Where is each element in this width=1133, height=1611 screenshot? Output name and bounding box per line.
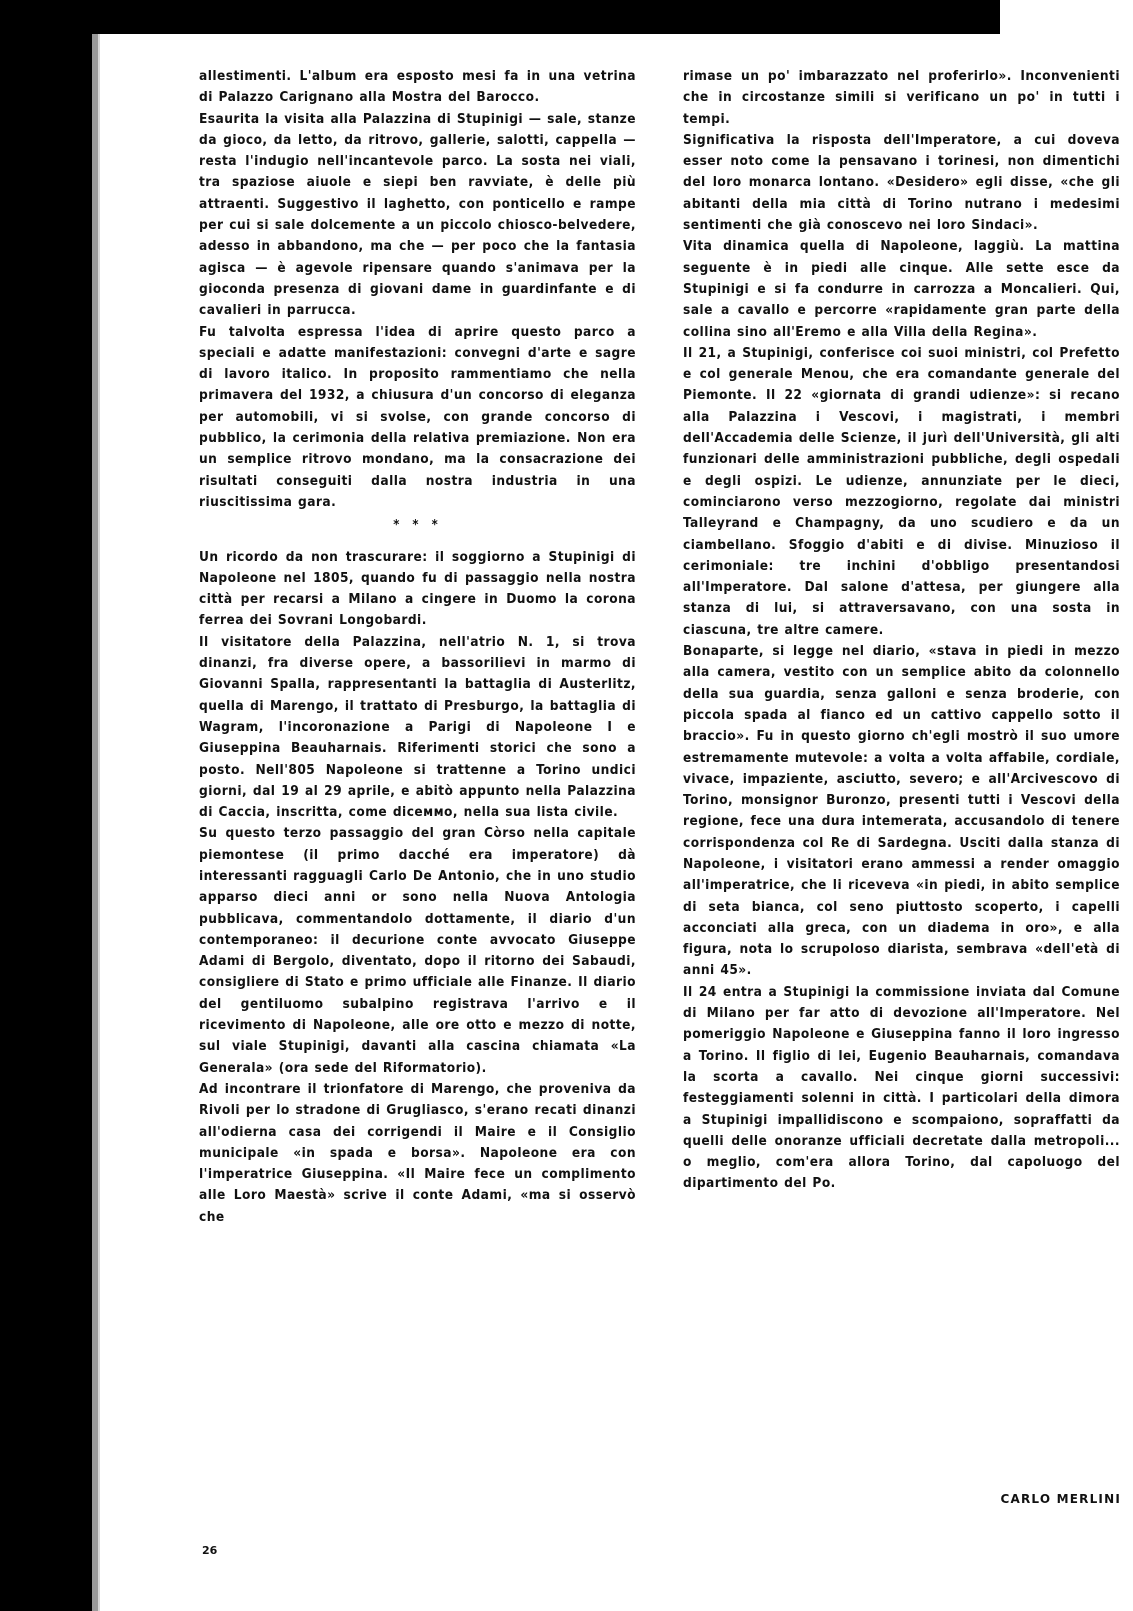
paragraph: Ad incontrare il trionfatore di Marengo, che proveniva da Rivoli per lo stradone di Grugliasco, s'erano recati dinanzi all'odierna casa dei corrigendi il Maire e il Consiglio municipale «in spada e borsa». Napoleone era con l'imperatrice Giuseppina. «Il Maire fece un complimento alle Loro Maestà» scrive il conte Adami, «ma si osservò che <box>199 1080 636 1225</box>
paragraph: rimase un po' imbarazzato nel proferirlo». Inconvenienti che in circostanze simili si verificano un po' in tutti i tempi. <box>683 68 1120 127</box>
right-column <box>683 66 1120 1195</box>
paragraph: allestimenti. L'album era esposto mesi fa in una vetrina di Palazzo Carignano alla Mostra del Barocco. <box>199 68 636 106</box>
paragraph: Il 21, a Stupinigi, conferisce coi suoi ministri, col Prefetto e col generale Menou, che era comandante generale del Piemonte. Il 22 «giornata di grandi udienze»: si recano alla Palazzina i Vescovi, i magistrati, i membri dell'Accademia delle Scienze, il jurì dell'Università, gli alti funzionari delle amministrazioni pubbliche, degli ospedali e degli ospizi. Le udienze, annunziate per le dieci, cominciarono verso mezzogiorno, regolate dai ministri Talleyrand e Champagny, da uno scudiero e da un ciambellano. Sfoggio d'abiti e di divise. Minuzioso il cerimoniale: tre inchini d'obbligo presentandosi all'Imperatore. Dal salone d'attesa, per giungere alla stanza di lui, si attraversavano, con una sosta in ciascuna, tre altre camere. <box>683 344 1120 638</box>
paragraph: Esaurita la visita alla Palazzina di Stupinigi — sale, stanze da gioco, da letto, da ritrovo, gallerie, salotti, cappella — resta l'indugio nell'incantevole parco. La sosta nei viali, tra spaziose aiuole e siepi ben ravviate, è delle più attraenti. Suggestivo il laghetto, con ponticello e rampe per cui si sale dolcemente a un piccolo chiosco-belvedere, adesso in abbandono, ma che — per poco che la fantasia agisca — è agevole ripensare quando s'animava per la gioconda presenza di giovani dame in guardinfante e di cavalieri in parrucca. <box>199 110 636 319</box>
section-separator: * * * <box>393 518 442 534</box>
paragraph: Significativa la risposta dell'Imperatore, a cui doveva esser noto come la pensavano i torinesi, non dimentichi del loro monarca lontano. «Desidero» egli disse, «che gli abitanti della mia città di Torino nutrano i medesimi sentimenti che già conoscevo nei loro Sindaci». <box>683 131 1120 234</box>
page-gutter-highlight <box>98 34 100 1611</box>
paragraph: Il 24 entra a Stupinigi la commissione inviata dal Comune di Milano per far atto di devozione all'Imperatore. Nel pomeriggio Napoleone e Giuseppina fanno il loro ingresso a Torino. Il figlio di lei, Eugenio Beauharnais, comandava la scorta a cavallo. Nei cinque giorni successivi: festeggiamenti solenni in città. I particolari della dimora a Stupinigi impallidiscono e scompaiono, sopraffatti da quelli delle onoranze ufficiali decretate dalla metropoli... o meglio, com'era allora Torino, dal capoluogo del dipartimento del Po. <box>683 983 1120 1192</box>
paragraph: Un ricordo da non trascurare: il soggiorno a Stupinigi di Napoleone nel 1805, quando fu di passaggio nella nostra città per recarsi a Milano a cingere in Duomo la corona ferrea dei Sovrani Longobardi. <box>199 548 636 629</box>
left-column <box>199 66 636 1228</box>
author-signature: CARLO MERLINI <box>1000 1492 1121 1506</box>
scan-top-border <box>0 0 1000 34</box>
page-number: 26 <box>202 1544 218 1557</box>
paragraph: Fu talvolta espressa l'idea di aprire questo parco a speciali e adatte manifestazioni: convegni d'arte e sagre di lavoro italico. In proposito rammentiamo che nella primavera del 1932, a chiusura d'un concorso di eleganza per automobili, vi si svolse, con grande concorso di pubblico, la cerimonia della relativa premiazione. Non era un semplice ritrovo mondano, ma la consacrazione dei risultati conseguiti dalla nostra industria in una riuscitissima gara. <box>199 323 636 510</box>
paragraph: Il visitatore della Palazzina, nell'atrio N. 1, si trova dinanzi, fra diverse opere, a bassorilievi in marmo di Giovanni Spalla, rappresentanti la battaglia di Austerlitz, quella di Marengo, il trattato di Presburgo, la battaglia di Wagram, l'incoronazione a Parigi di Napoleone I e Giuseppina Beauharnais. Riferimenti storici che sono a posto. Nell'805 Napoleone si trattenne a Torino undici giorni, dal 19 al 29 aprile, e abitò appunto nella Palazzina di Caccia, inscritta, come diceммо, nella sua lista civile. <box>199 633 636 821</box>
paragraph: Vita dinamica quella di Napoleone, laggiù. La mattina seguente è in piedi alle cinque. Alle sette esce da Stupinigi e si fa condurre in carrozza a Moncalieri. Qui, sale a cavallo e percorre «rapidamente gran parte della collina sino all'Eremo e alla Villa della Regina». <box>683 238 1120 340</box>
scan-left-border <box>0 0 92 1611</box>
paragraph: Su questo terzo passaggio del gran Còrso nella capitale piemontese (il primo dacché era imperatore) dà interessanti ragguagli Carlo De Antonio, che in uno studio apparso dieci anni or sono nella Nuova Antologia pubblicava, commentandolo dottamente, il diario d'un contemporaneo: il decurione conte avvocato Giuseppe Adami di Bergolo, diventato, dopo il ritorno dei Sabaudi, consigliere di Stato e primo ufficiale alle Finanze. Il diario del gentiluomo subalpino registrava l'arrivo e il ricevimento di Napoleone, alle ore otto e mezzo di notte, sul viale Stupinigi, davanti alla cascina chiamata «La Generala» (ora sede del Riformatorio). <box>199 825 636 1076</box>
paragraph: Bonaparte, si legge nel diario, «stava in piedi in mezzo alla camera, vestito con un semplice abito da colonnello della sua guardia, senza galloni e senza broderie, con piccola spada al fianco ed un cattivo cappello sotto il braccio». Fu in questo giorno ch'egli mostrò il suo umore estremamente mutevole: a volta a volta affabile, cordiale, vivace, impaziente, asciutto, severo; e all'Arcivescovo di Torino, monsignor Buronzo, presenti tutti i Vescovi della regione, fece una dura intemerata, accusandolo di tenere corrispondenza col Re di Sardegna. Usciti dalla stanza di Napoleone, i visitatori erano ammessi a render omaggio all'imperatrice, che li riceveva «in piedi, in abito semplice di seta bianca, col seno piuttosto scoperto, i capelli acconciati alla greca, con un diadema in oro», e alla figura, nota lo scrupoloso diarista, sembrava «dell'età di anni 45». <box>683 643 1120 979</box>
